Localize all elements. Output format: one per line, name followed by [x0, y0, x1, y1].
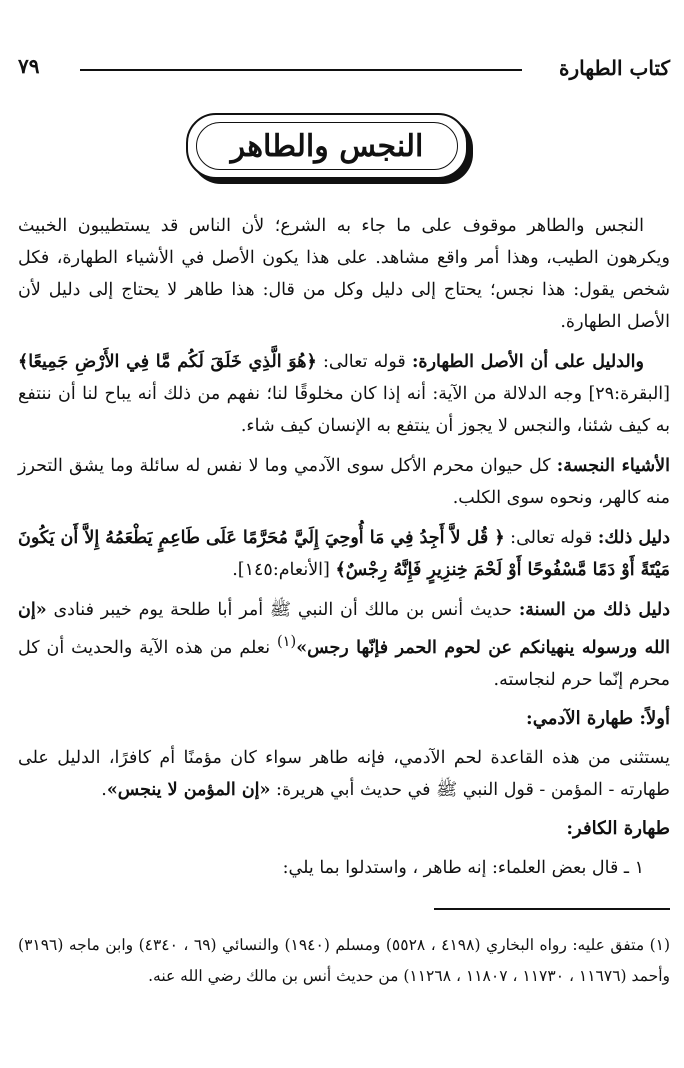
sunnah-evidence-rest: نعلم من هذه الآية والحديث أن كل محرم إنّما حرم لنجاسته. [18, 637, 670, 690]
human-purity-lead: يستثنى من هذه القاعدة لحم الآدمي، فإنه طاهر سواء كان مؤمنًا أم كافرًا، الدليل على طهارته - المؤمن - قول النبي ﷺ في حديث أبي هريرة: [18, 747, 670, 800]
kafir-point-1-text: ١ ـ قال بعض العلماء: إنه طاهر ، واستدلوا بما يلي: [282, 857, 644, 878]
purity-evidence-paragraph [18, 346, 670, 442]
footnote-marker[interactable]: (١) [276, 633, 297, 650]
first-heading: أولاً: طهارة الآدمي: [526, 707, 670, 729]
intro-text: النجس والطاهر موقوف على ما جاء به الشرع؛ لأن الناس قد يستطيبون الخبيث ويكرهون الطيب، وهذا أمر واقع مشاهد. على هذا يكون الأصل في الأشياء الطهارة، فكل شخص يقول: هذا نجس؛ يحتاج إلى دليل وكل من قال: هذا طاهر لا يحتاج إلى دليل لأن الأصل الطهارة. [18, 216, 670, 332]
body-text [18, 210, 670, 892]
human-purity-hadith: «إن المؤمن لا ينجس» [106, 779, 271, 800]
quran-evidence-verse: ﴿ قُل لاَّ أَجِدُ فِي مَا أُوحِيَ إِلَيَّ مُحَرَّمًا عَلَى طَاعِمٍ يَطْعَمُهُ إِلاَّ أَن يَكُونَ مَيْتَةً أَوْ دَمًا مَّسْفُوحًا أَوْ لَحْمَ خِنزِيرٍ فَإِنَّهُ رِجْسٌ﴾ [18, 528, 670, 580]
purity-evidence-verse: ﴿هُوَ الَّذِي خَلَقَ لَكُم مَّا فِي الأَرْضِ جَمِيعًا﴾ [18, 352, 317, 372]
page-number: ٧٩ [18, 54, 40, 78]
sunnah-evidence-lead: حديث أنس بن مالك أن النبي ﷺ أمر أبا طلحة يوم خيبر فنادى [46, 600, 519, 620]
quran-evidence-rest: [الأنعام:١٤٥]. [232, 560, 336, 580]
running-head-book-title: كتاب الطهارة [559, 56, 670, 80]
human-purity-end: . [101, 779, 107, 800]
quran-evidence-paragraph [18, 522, 670, 586]
impure-things-paragraph [18, 450, 670, 514]
purity-evidence-lead: قوله تعالى: [316, 352, 412, 372]
quran-evidence-label: دليل ذلك: [597, 528, 670, 548]
footnote-1: (١) متفق عليه: رواه البخاري (٤١٩٨ ، ٥٥٢٨) ومسلم (١٩٤٠) والنسائي (٦٩ ، ٤٣٤٠) وابن ماجه (٣١٩٦) وأحمد (١١٦٧٦ ، ١١٧٣٠ ، ١١٨٠٧ ، ١١٢٦٨) من حديث أنس بن مالك رضي الله عنه. [18, 936, 671, 985]
header-rule [80, 69, 522, 71]
impure-things-text: كل حيوان محرم الأكل سوى الآدمي وما لا نفس له سائلة وما يشق التحرز منه كالهر، ونحوه سوى الكلب. [18, 456, 670, 508]
page-header [18, 52, 670, 88]
chapter-title-frame [186, 113, 468, 179]
sunnah-evidence-label: دليل ذلك من السنة: [518, 600, 670, 620]
intro-paragraph [18, 210, 670, 338]
purity-evidence-label: والدليل على أن الأصل الطهارة: [411, 352, 645, 372]
footnote-separator [434, 908, 670, 910]
sunnah-evidence-paragraph [18, 594, 670, 696]
kafir-heading: طهارة الكافر: [566, 817, 670, 839]
sunnah-evidence-hadith: «إن الله ورسوله ينهيانكم عن لحوم الحمر فإنّها رجس» [18, 600, 670, 658]
quran-evidence-lead: قوله تعالى: [504, 528, 598, 548]
kafir-point-1 [18, 852, 670, 884]
impure-things-label: الأشياء النجسة: [556, 456, 670, 476]
human-purity-paragraph [18, 742, 670, 806]
chapter-title: النجس والطاهر [196, 122, 458, 170]
purity-evidence-rest: [البقرة:٢٩] وجه الدلالة من الآية: أنه إذا كان مخلوقًا لنا؛ نفهم من ذلك أنه يباح لنا أن ننتفع به كيف شئنا، والنجس لا يجوز أن ينتفع به الإنسان كيف شاء. [18, 384, 670, 436]
